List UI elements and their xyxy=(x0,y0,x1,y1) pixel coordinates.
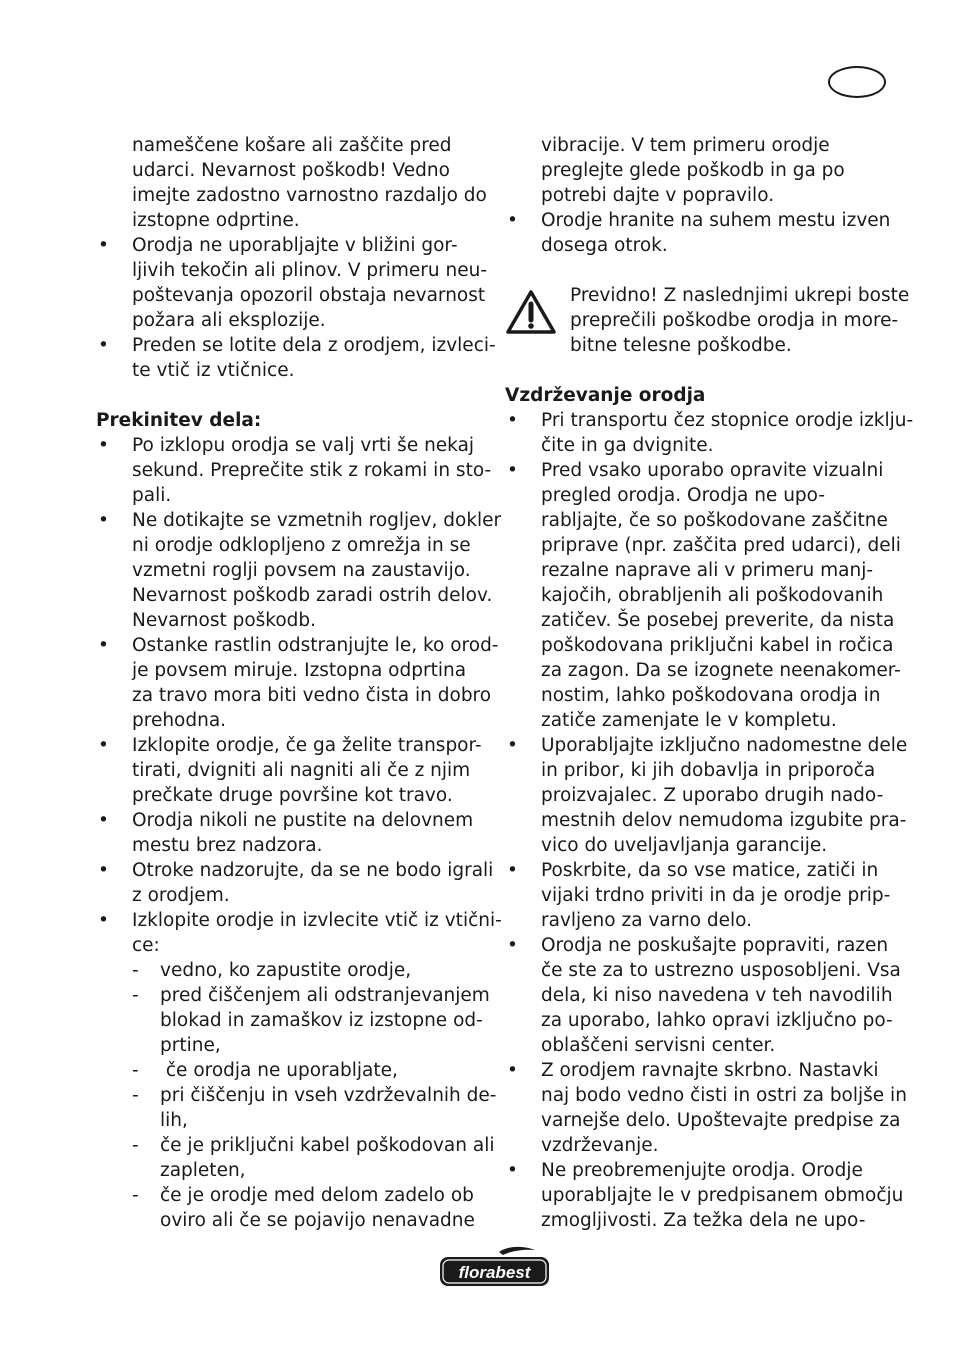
text-line: izstopne odprtine. xyxy=(132,210,300,231)
bullet-item: • Ne preobremenjujte orodja. Orodje uporabljajte le v predpisanem območju zmogljivosti. Za težka dela ne upo- xyxy=(507,1160,904,1231)
bullet-item: • Ne dotikajte se vzmetnih rogljev, dokler ni orodje odklopljeno z omrežja in se vzmetni roglji povsem na zaustavijo. Nevarnost poškodb zaradi ostrih delov. Nevarnost poškodb. xyxy=(98,510,502,631)
bullet-icon: • xyxy=(507,210,518,231)
bullet-item: • Z orodjem ravnajte skrbno. Nastavki naj bodo vedno čisti in ostri za boljše in varnejše delo. Upoštevajte predpise za vzdrževanje. xyxy=(507,1060,907,1156)
bullet-item: • Otroke nadzorujte, da se ne bodo igrali z orodjem. xyxy=(98,860,494,906)
text-line: preglejte glede poškodb in ga po xyxy=(541,160,845,181)
bullet-icon: • xyxy=(507,1160,518,1181)
bullet-item: • Orodja ne poskušajte popraviti, razen če ste za to ustrezno usposobljeni. Vsa dela, ki niso navedena v teh navodilih za uporabo, lahko opravi izključno po- oblaščeni servisni center. xyxy=(507,935,901,1056)
right-column xyxy=(505,133,914,1233)
bullet-item: • Orodja ne uporabljajte v bližini gor- ljivih tekočin ali plinov. V primeru neu- poštevanja opozoril obstaja nevarnost požara ali eksplozije. xyxy=(98,235,488,331)
dash-icon: - xyxy=(132,985,139,1006)
bullet-item: • Ostanke rastlin odstranjujte le, ko orod- je povsem miruje. Izstopna odprtina za travo mora biti vedno čista in dobro prehodna. xyxy=(98,635,499,731)
sub-item: - vedno, ko zapustite orodje, xyxy=(132,960,412,981)
bullet-item: • Izklopite orodje in izvlecite vtič iz vtični- ce: xyxy=(98,910,502,956)
sub-item: - pri čiščenju in vseh vzdrževalnih de- lih, xyxy=(132,1085,497,1131)
dash-icon: - xyxy=(132,1185,139,1206)
section-heading: Vzdrževanje orodja xyxy=(505,385,706,406)
bullet-icon: • xyxy=(98,860,109,881)
continued-paragraph xyxy=(505,133,900,208)
bullet-item: • Po izklopu orodja se valj vrti še nekaj sekund. Preprečite stik z rokami in sto- pali. xyxy=(98,435,492,506)
continued-paragraph xyxy=(96,133,486,233)
text-line: nameščene košare ali zaščite pred xyxy=(132,135,452,156)
bullet-item: • Orodje hranite na suhem mestu izven dosega otrok. xyxy=(507,210,891,256)
language-badge xyxy=(828,66,886,98)
dash-icon: - xyxy=(132,1060,139,1081)
bullet-item: • Poskrbite, da so vse matice, zatiči in vijaki trdno priviti in da je orodje prip- ravljeno za varno delo. xyxy=(507,860,891,931)
bullet-icon: • xyxy=(98,510,109,531)
left-column xyxy=(96,133,502,1233)
sub-item: - če je priključni kabel poškodovan ali zapleten, xyxy=(132,1135,495,1181)
bullet-icon: • xyxy=(507,935,518,956)
dash-icon: - xyxy=(132,1135,139,1156)
sub-item: - če orodja ne uporabljate, xyxy=(132,1060,398,1081)
bullet-icon: • xyxy=(507,410,518,431)
sub-item: - pred čiščenjem ali odstranjevanjem blokad in zamaškov iz izstopne od- prtine, xyxy=(132,985,490,1056)
bullet-item: • Preden se lotite dela z orodjem, izvleci- te vtič iz vtičnice. xyxy=(98,335,496,381)
dash-icon: - xyxy=(132,1085,139,1106)
warning-notice xyxy=(505,283,910,358)
bullet-icon: • xyxy=(98,910,109,931)
bullet-icon: • xyxy=(98,335,109,356)
text-line: vibracije. V tem primeru orodje xyxy=(541,135,830,156)
text-line: imejte zadostno varnostno razdaljo do xyxy=(132,185,487,206)
bullet-icon: • xyxy=(98,635,109,656)
warning-icon xyxy=(505,289,557,335)
florabest-logo xyxy=(437,1244,552,1290)
bullet-icon: • xyxy=(507,1060,518,1081)
bullet-item: • Uporabljajte izključno nadomestne dele in pribor, ki jih dobavlja in priporoča proizvajalec. Z uporabo drugih nado- mestnih delov nemudoma izgubite pra- vico do uveljavljanja garancije. xyxy=(507,735,908,856)
bullet-icon: • xyxy=(98,735,109,756)
bullet-item: • Pri transportu čez stopnice orodje izklju- čite in ga dvignite. xyxy=(507,410,914,456)
warning-text: Previdno! Z naslednjimi ukrepi boste preprečili poškodbe orodja in more- bitne telesne poškodbe. xyxy=(570,285,910,356)
bullet-item: • Izklopite orodje, če ga želite transpor- tirati, dvigniti ali nagniti ali če z njim prečkate druge površine kot travo. xyxy=(98,735,482,806)
bullet-item: • Orodja nikoli ne pustite na delovnem mestu brez nadzora. xyxy=(98,810,474,856)
brand-text: florabest xyxy=(458,1263,531,1282)
bullet-icon: • xyxy=(98,810,109,831)
dash-icon: - xyxy=(132,960,139,981)
bullet-icon: • xyxy=(98,235,109,256)
bullet-icon: • xyxy=(98,435,109,456)
text-line: udarci. Nevarnost poškodb! Vedno xyxy=(132,160,450,181)
sub-item: - če je orodje med delom zadelo ob oviro ali če se pojavijo nenavadne xyxy=(132,1185,475,1231)
text-line: potrebi dajte v popravilo. xyxy=(541,185,775,206)
bullet-item: • Pred vsako uporabo opravite vizualni pregled orodja. Orodja ne upo- rabljajte, če so poškodovane zaščitne priprave (npr. zaščita pred udarci), deli rezalne naprave ali v primeru manj- kajočih, obrabljenih ali poškodovanih zatičev. Še posebej preverite, da nista poškodovana priključni kabel in ročica za zagon. Da se izognete neenakomer- nostim, lahko poškodovana orodja in zatiče zamenjate le v kompletu. xyxy=(507,460,901,731)
bullet-icon: • xyxy=(507,735,518,756)
section-heading: Prekinitev dela: xyxy=(96,410,262,431)
bullet-icon: • xyxy=(507,460,518,481)
bullet-icon: • xyxy=(507,860,518,881)
